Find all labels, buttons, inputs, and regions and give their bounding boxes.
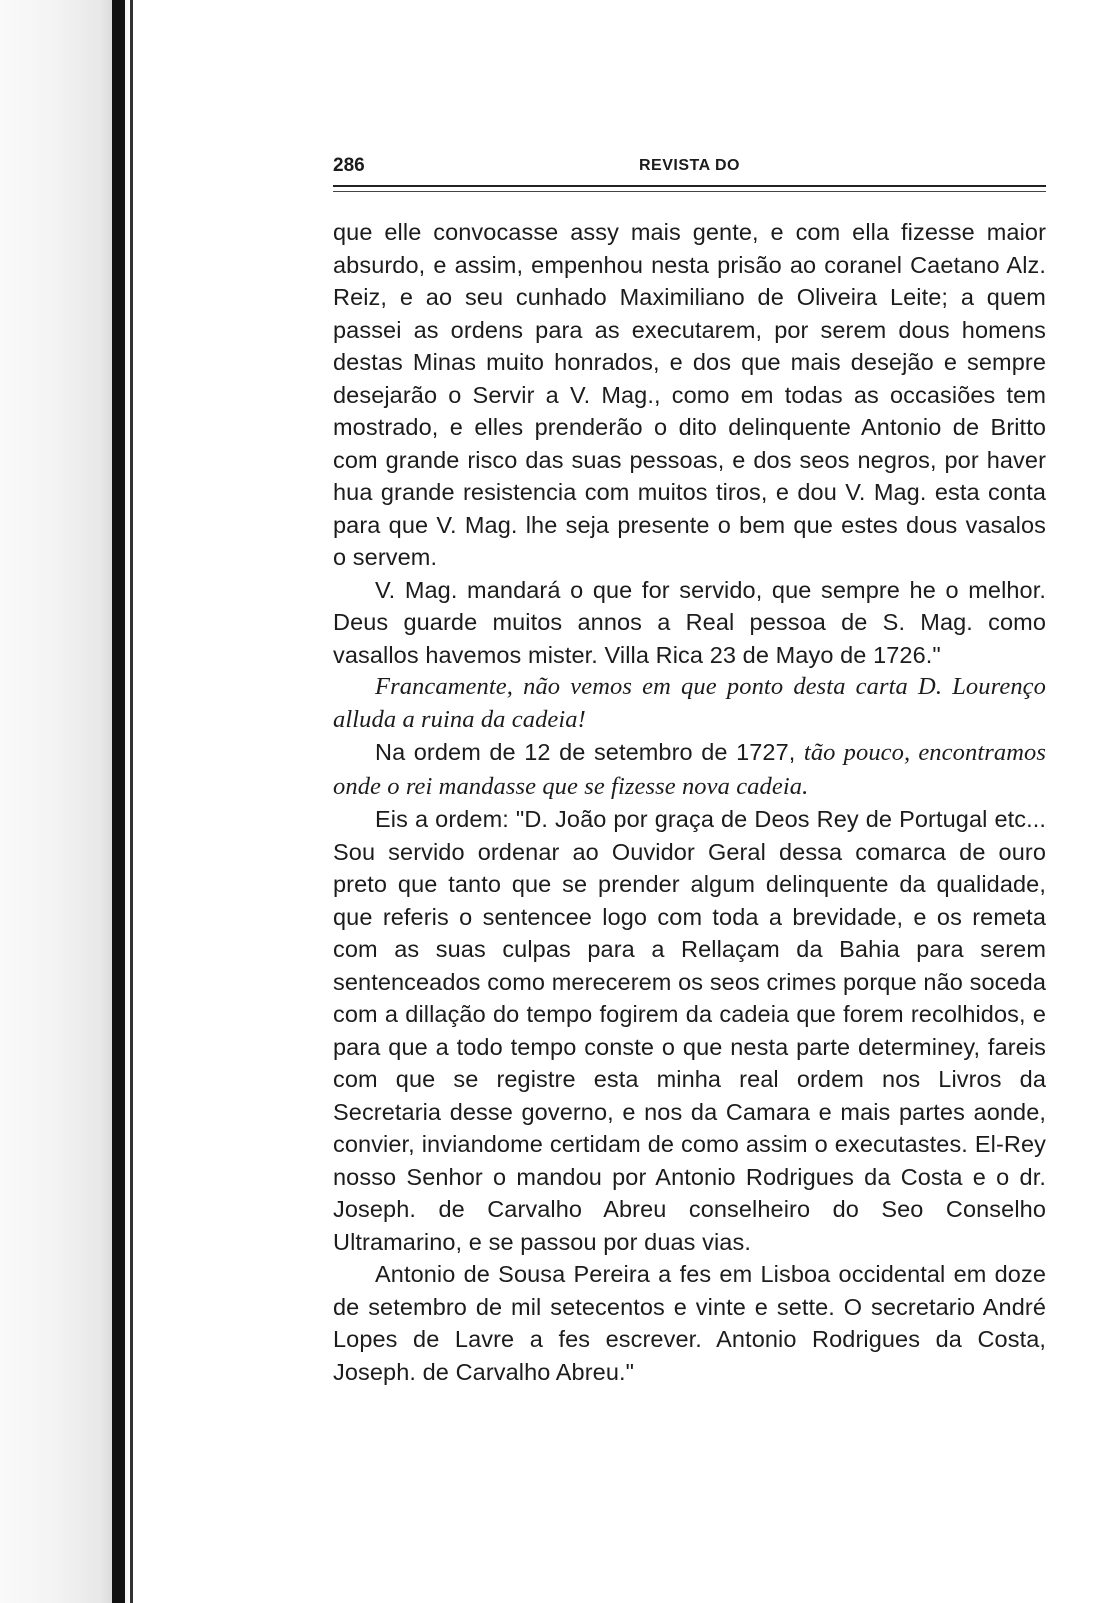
- binding-edge-thin: [130, 0, 133, 1603]
- paragraph-letter-closing: V. Mag. mandará o que for servido, que sempre he o melhor. Deus guarde muitos annos a Real pessoa de S. Mag. como vasallos havemos mister. Villa Rica 23 de Mayo de 1726.": [333, 576, 1046, 668]
- page-number: 286: [333, 155, 365, 176]
- paragraph-signatures: Antonio de Sousa Pereira a fes em Lisboa occidental em doze de setembro de mil setecentos e vinte e sette. O secretario André Lopes de Lavre a fes escrever. Antonio Rodrigues da Costa, Joseph. de Carvalho Abreu.": [333, 1261, 1046, 1385]
- paragraph-commentary: Francamente, não vemos em que ponto desta carta D. Lourenço alluda a ruina da cadeia!: [333, 673, 1046, 733]
- paragraph-order-reference: [333, 736, 1046, 803]
- body-text: [333, 216, 1046, 1388]
- paragraph-royal-order: Eis a ordem: "D. João por graça de Deos Rey de Portugal etc... Sou servido ordenar ao Ouvidor Geral dessa comarca de ouro preto que tanto que se prender algum delinquente da qualidade, que referis o sentencee logo com toda a brevidade, e os remeta com as suas culpas para a Rellaçam da Bahia para serem sentenceados como merecerem os seos crimes porque não soceda com a dillação do tempo fogirem da cadeia que forem recolhidos, e para que a todo tempo conste o que nesta parte determiney, fareis com que se registre esta minha real ordem nos Livros da Secretaria desse governo, e nos da Camara e mais partes aonde, convier, inviandome certidam de como assim o executastes. El-Rey nosso Senhor o mandou por Antonio Rodrigues da Costa e o dr. Joseph. de Carvalho Abreu conselheiro do Seo Conselho Ultramarino, e se passou por duas vias.: [333, 806, 1046, 1255]
- book-binding-shadow: [0, 0, 150, 1603]
- paragraph-letter-body: que elle convocasse assy mais gente, e com ella fizesse maior absurdo, e assim, empenhou nesta prisão ao coranel Caetano Alz. Reiz, e ao seu cunhado Maximiliano de Oliveira Leite; a quem passei as ordens para as executarem, por serem dous homens destas Minas muito honrados, e dos que mais desejão e sempre desejarão o Servir a V. Mag., como em todas as occasiões tem mostrado, e elles prenderão o dito delinquente Antonio de Britto com grande risco das suas pessoas, e dos seos negros, por haver hua grande resistencia com muitos tiros, e dou V. Mag. esta conta para que V. Mag. lhe seja presente o bem que estes dous vasalos o servem.: [333, 219, 1046, 570]
- order-reference-text: Na ordem de 12 de setembro de 1727,: [375, 739, 804, 765]
- journal-title: REVISTA DO: [638, 157, 740, 174]
- order-reference-italic: tão pouco, encontramos onde o rei mandasse que se fizesse nova cadeia.: [333, 739, 1047, 800]
- header-rule: [333, 185, 1046, 192]
- book-page: [333, 155, 1046, 1388]
- binding-edge: [112, 0, 125, 1603]
- running-head: [333, 155, 1046, 183]
